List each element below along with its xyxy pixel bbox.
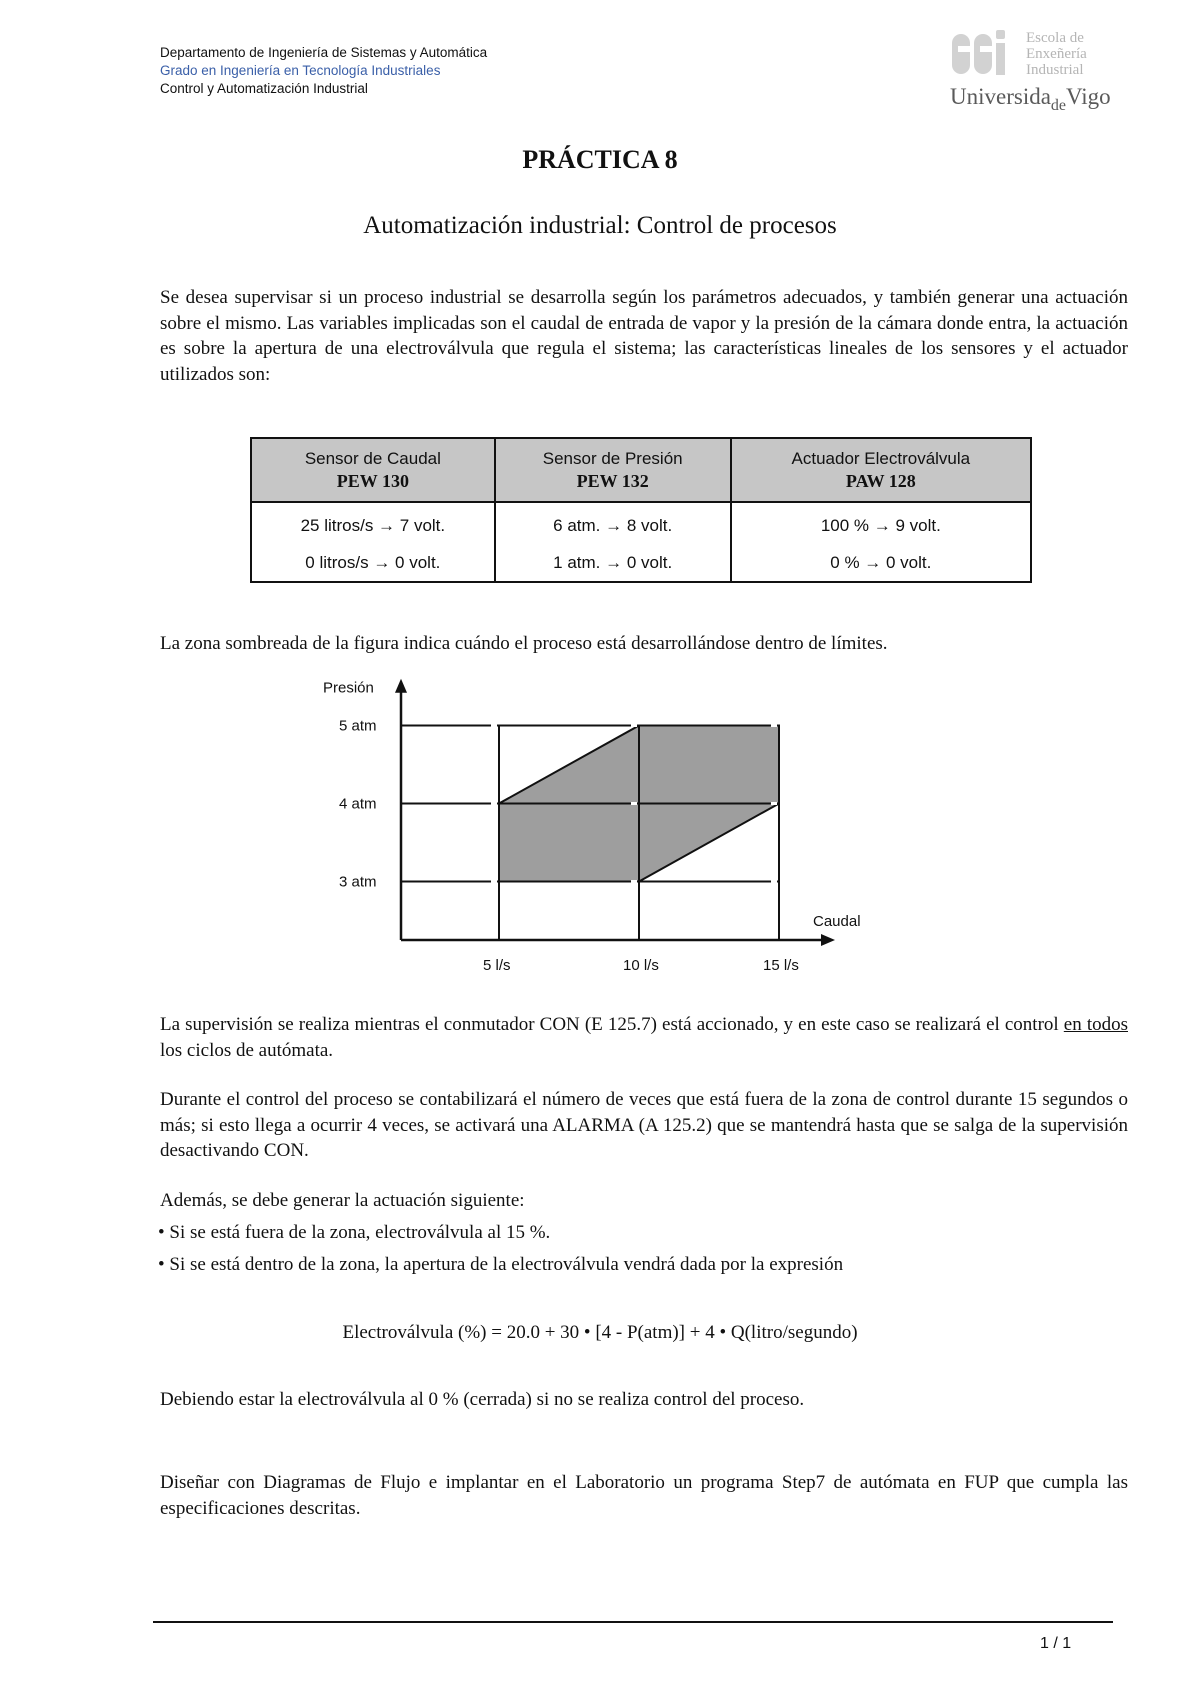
list-item-text: Si se está fuera de la zona, electroválvula al 15 %.	[169, 1222, 551, 1243]
school-line: Enxeñería	[1026, 46, 1087, 62]
table-row	[251, 502, 1031, 544]
x-tick-label: 15 l/s	[763, 957, 799, 974]
supervision-text: La supervisión se realiza mientras el conmutador CON (E 125.7) está accionado, y en este caso se realizará el control	[160, 1014, 1064, 1035]
university-name	[950, 84, 1111, 114]
column-code: PAW 128	[845, 471, 916, 491]
table-row	[251, 544, 1031, 582]
y-tick-label: 3 atm	[339, 873, 377, 891]
x-axis-arrow-icon	[821, 934, 835, 946]
university-name-part: Universida	[950, 84, 1051, 109]
closed-valve-paragraph: Debiendo estar la electroválvula al 0 % (cerrada) si no se realiza control del proceso.	[160, 1389, 805, 1410]
page-title: PRÁCTICA 8	[522, 145, 678, 174]
table-cell: 1 atm. → 0 volt.	[495, 544, 731, 582]
y-tick-label: 4 atm	[339, 795, 377, 813]
column-name: Sensor de Presión	[542, 449, 683, 468]
valve-formula: Electroválvula (%) = 20.0 + 30 • [4 - P(atm)] + 4 • Q(litro/segundo)	[342, 1322, 858, 1343]
university-logo	[950, 28, 1111, 114]
figure-caption: La zona sombreada de la figura indica cuándo el proceso está desarrollándose dentro de límites.	[160, 633, 888, 654]
table-cell: 0 litros/s → 0 volt.	[251, 544, 495, 582]
x-tick-label: 5 l/s	[483, 957, 511, 974]
control-paragraph: Durante el control del proceso se contabilizará el número de veces que está fuera de la zona de control durante 15 segundos o más; si esto llega a ocurrir 4 veces, se activará una ALARMA (A 125.2) que se mantendrá hasta que se salga de la supervisión desactivando CON.	[160, 1089, 1128, 1161]
table-cell: 25 litros/s → 7 volt.	[251, 502, 495, 544]
x-tick-label: 10 l/s	[623, 957, 659, 974]
column-name: Sensor de Caudal	[304, 449, 441, 468]
column-code: PEW 130	[336, 471, 409, 491]
table-cell: 0 % → 0 volt.	[731, 544, 1031, 582]
department-name: Departamento de Ingeniería de Sistemas y Automática	[160, 45, 488, 60]
university-name-part: de	[1050, 97, 1067, 114]
characteristics-table	[250, 437, 1032, 583]
column-code: PEW 132	[576, 471, 649, 491]
university-name-part: Vigo	[1066, 84, 1111, 109]
table-cell: 6 atm. → 8 volt.	[495, 502, 731, 544]
list-item-text: Si se está dentro de la zona, la apertura de la electroválvula vendrá dada por la expresión	[169, 1254, 844, 1275]
pressure-flow-chart	[300, 665, 920, 975]
x-axis-label: Caudal	[813, 913, 861, 930]
footer-divider	[153, 1621, 1113, 1623]
table-header-cell	[495, 438, 731, 502]
eei-logo-mark-icon	[950, 28, 1018, 82]
school-name	[1026, 30, 1087, 78]
actuation-paragraph: Además, se debe generar la actuación siguiente:	[160, 1190, 525, 1211]
column-name: Actuador Electroválvula	[791, 449, 971, 468]
degree-name: Grado en Ingeniería en Tecnología Industriales	[160, 63, 441, 78]
list-item	[158, 1252, 843, 1277]
design-paragraph: Diseñar con Diagramas de Flujo e implantar en el Laboratorio un programa Step7 de autómata en FUP que cumpla las especificaciones descritas.	[160, 1472, 1128, 1519]
table-cell: 100 % → 9 volt.	[731, 502, 1031, 544]
table-header-cell	[251, 438, 495, 502]
supervision-underlined-text: en todos	[1063, 1014, 1128, 1035]
bullet-icon: •	[158, 1254, 165, 1275]
supervision-text: los ciclos de autómata.	[160, 1039, 334, 1061]
bullet-icon: •	[158, 1222, 165, 1243]
course-name: Control y Automatización Industrial	[160, 81, 368, 96]
school-line: Industrial	[1026, 62, 1084, 78]
table-header-cell	[731, 438, 1031, 502]
list-item	[158, 1220, 550, 1245]
y-axis-label: Presión	[323, 679, 374, 697]
page-number: 1 / 1	[1040, 1635, 1072, 1652]
school-line: Escola de	[1026, 30, 1084, 46]
intro-paragraph: Se desea supervisar si un proceso industrial se desarrolla según los parámetros adecuados, y también generar una actuación sobre el mismo. Las variables implicadas son el caudal de entrada de vapor y la presión de la cámara donde entra, la actuación es sobre la apertura de una electroválvula que regula el sistema; las características lineales de los sensores y el actuador utilizados son:	[160, 287, 1128, 385]
supervision-paragraph	[160, 1012, 1128, 1063]
page-subtitle: Automatización industrial: Control de procesos	[363, 212, 837, 239]
y-axis-arrow-icon	[395, 679, 407, 693]
y-tick-label: 5 atm	[339, 717, 377, 735]
